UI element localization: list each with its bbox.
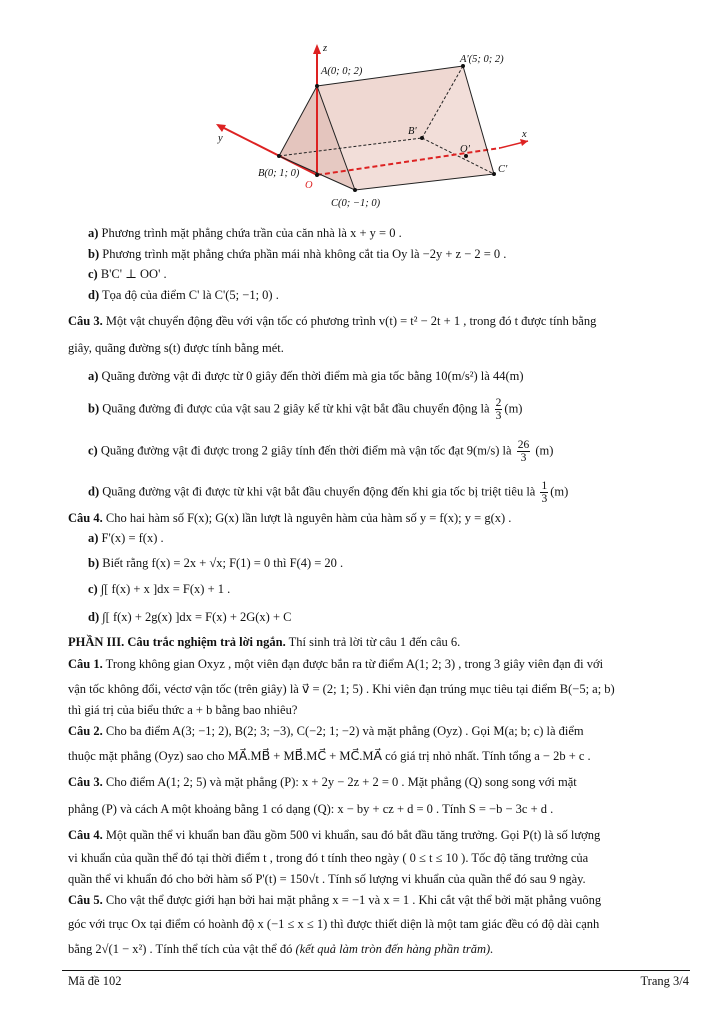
p3q3-line2: phẳng (P) và cách A một khoảng bằng 1 có dạng (Q): x − by + cz + d = 0 . Tính S = −b − 3c + d . (68, 802, 554, 816)
point-O (315, 173, 319, 177)
point-Bprime (420, 136, 424, 140)
label-A: A(0; 0; 2) (321, 66, 363, 77)
fraction: $\frac{1}{3}$ (541, 480, 548, 505)
label-Aprime: A'(5; 0; 2) (460, 54, 504, 65)
q3-line2: giây, quãng đường s(t) được tính bằng mét. (68, 341, 284, 355)
label-Bprime: B' (408, 126, 417, 137)
q4-item-d: d) ∫[ f(x) + 2g(x) ]dx = F(x) + 2G(x) + C (88, 610, 292, 624)
label-C: C(0; −1; 0) (331, 198, 381, 209)
label-y: y (218, 133, 223, 144)
p3q2-line2: thuộc mặt phẳng (Oyz) sao cho MA⃗.MB⃗ + MB⃗.MC⃗ + MC⃗.MA⃗ có giá trị nhỏ nhất. Tính tổng a − 2b + c . (68, 749, 591, 763)
house-figure (0, 0, 725, 220)
q3-line1: Câu 3. Một vật chuyển động đều với vận tốc có phương trình v(t) = t² − 2t + 1 , trong đó t được tính bằng (68, 314, 597, 328)
label-x: x (522, 129, 527, 140)
q3-item-c: c) Quãng đường vật đi được trong 2 giây tính đến thời điểm mà vận tốc đạt 9(m/s) là $\frac{26}{3}$ (m) (88, 439, 554, 464)
p3q4-line1: Câu 4. Một quần thể vi khuẩn ban đầu gồm 500 vi khuẩn, sau đó bắt đầu tăng trưởng. Gọi P(t) là số lượng (68, 828, 601, 842)
label-O: O (305, 180, 313, 191)
q3-item-d: d) Quãng đường vật đi được từ khi vật bắt đầu chuyển động đến khi gia tốc bị triệt tiêu là $\frac{1}{3}$ (m) (88, 480, 569, 505)
q4-line1: Câu 4. Cho hai hàm số F(x); G(x) lần lượt là nguyên hàm của hàm số y = f(x); y = g(x) . (68, 511, 512, 525)
p3q3-line1: Câu 3. Cho điểm A(1; 2; 5) và mặt phẳng (P): x + 2y − 2z + 2 = 0 . Mặt phẳng (Q) song song với mặt (68, 775, 577, 789)
q4-item-c: c) ∫[ f(x) + x ]dx = F(x) + 1 . (88, 582, 231, 596)
q2-item-a: a) Phương trình mặt phẳng chứa trần của căn nhà là x + y = 0 . (88, 226, 402, 240)
q2-item-d: d) Tọa độ của điểm C' là C'(5; −1; 0) . (88, 288, 279, 302)
point-A (315, 84, 319, 88)
p3q4-line3: quần thể vi khuẩn đó cho bởi hàm số P'(t) = 150√t . Tính số lượng vi khuẩn của quần thể đó sau 9 ngày. (68, 872, 586, 886)
part3-heading: PHẦN III. Câu trắc nghiệm trả lời ngắn. Thí sinh trả lời từ câu 1 đến câu 6. (68, 635, 461, 649)
fraction: $\frac{26}{3}$ (517, 439, 530, 464)
exam-code: Mã đề 102 (68, 974, 122, 988)
q4-item-a: a) F'(x) = f(x) . (88, 531, 164, 545)
p3q1-line1: Câu 1. Trong không gian Oxyz , một viên đạn được bắn ra từ điểm A(1; 2; 3) , trong 3 giây viên đạn đi với (68, 657, 604, 671)
point-B (277, 154, 281, 158)
p3q5-line1: Câu 5. Cho vật thể được giới hạn bởi hai mặt phẳng x = −1 và x = 1 . Khi cắt vật thể bởi mặt phẳng vuông (68, 893, 602, 907)
label-Oprime: O' (460, 144, 470, 155)
point-C (353, 188, 357, 192)
x-arrow (520, 139, 528, 146)
q3-item-a: a) Quãng đường vật đi được từ 0 giây đến thời điểm mà gia tốc bằng 10(m/s²) là 44(m) (88, 369, 524, 383)
q3-item-b: b) Quãng đường đi được của vật sau 2 giây kể từ khi vật bắt đầu chuyển động là $\frac{2}{3}$ (m) (88, 397, 523, 422)
point-Cprime (492, 172, 496, 176)
z-arrow (313, 44, 321, 54)
p3q1-line2: vận tốc không đổi, véctơ vận tốc (trên giây) là v⃗ = (2; 1; 5) . Khi viên đạn trúng mục tiêu tại điểm B(−5; a; b) (68, 682, 615, 696)
label-z: z (323, 43, 328, 54)
p3q5-line2: góc với trục Ox tại điểm có hoành độ x (−1 ≤ x ≤ 1) thì được thiết diện là một tam giác đều có độ dài cạnh (68, 917, 600, 931)
q2-item-b: b) Phương trình mặt phẳng chứa phần mái nhà không cắt tia Oy là −2y + z − 2 = 0 . (88, 247, 507, 261)
label-B: B(0; 1; 0) (258, 168, 300, 179)
q2-item-c: c) B'C' ⊥ OO' . (88, 267, 167, 281)
p3q2-line1: Câu 2. Cho ba điểm A(3; −1; 2), B(2; 3; −3), C(−2; 1; −2) và mặt phẳng (Oyz) . Gọi M(a; b; c) là điểm (68, 724, 584, 738)
footer-divider (62, 970, 690, 971)
page-number: Trang 3/4 (640, 974, 689, 988)
p3q4-line2: vi khuẩn của quần thể đó tại thời điểm t , trong đó t tính theo ngày ( 0 ≤ t ≤ 10 ). Tốc độ tăng trưởng của (68, 851, 589, 865)
q4-item-b: b) Biết rằng f(x) = 2x + √x; F(1) = 0 thì F(4) = 20 . (88, 556, 344, 570)
p3q1-line3: thì giá trị của biểu thức a + b bằng bao nhiêu? (68, 703, 298, 717)
p3q5-line3: bằng 2√(1 − x²) . Tính thể tích của vật thể đó (kết quả làm tròn đến hàng phần trăm). (68, 942, 494, 956)
label-Cprime: C' (498, 164, 508, 175)
fraction: $\frac{2}{3}$ (495, 397, 502, 422)
